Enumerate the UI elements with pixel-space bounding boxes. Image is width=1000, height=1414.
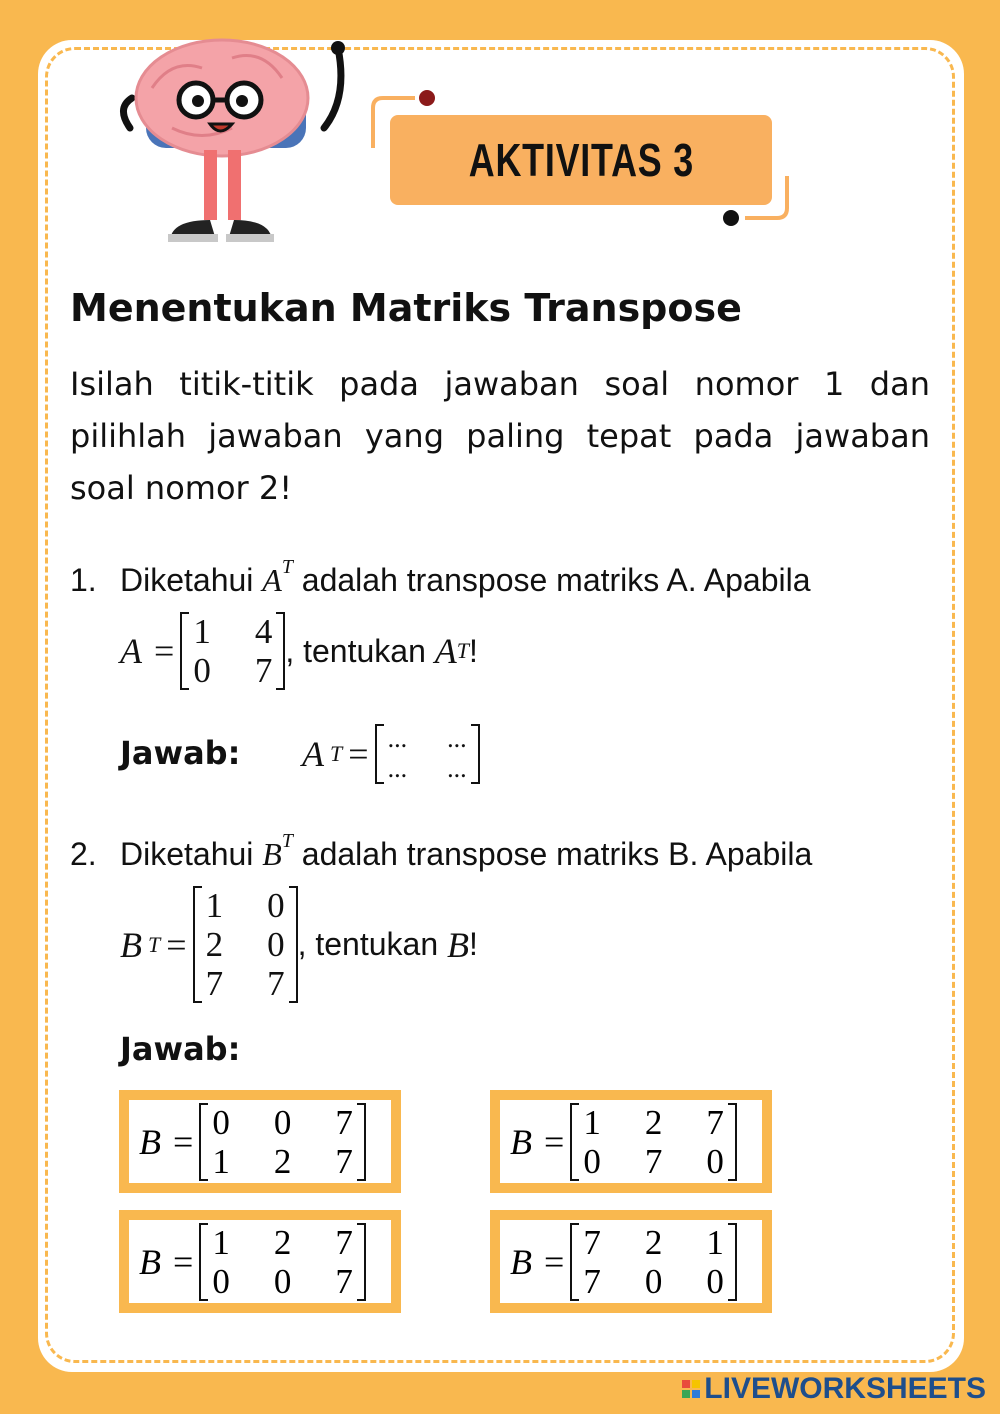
answer-matrix-blanks[interactable] [375,724,480,784]
matrix-cell: 0 [273,1102,292,1142]
matrix-cell: 1 [193,612,211,651]
answer-option-3[interactable]: B = 1 2 7 0 0 7 [119,1210,401,1313]
bracket-right [357,1223,366,1301]
math-var: B [262,836,282,872]
activity-label: AKTIVITAS 3 [468,134,694,186]
answer-1-row: A T = ... ... ... ... [302,724,480,784]
answer-option-4[interactable]: B = 7 2 1 7 0 0 [490,1210,772,1313]
option-matrix [570,1223,737,1301]
answer-option-2[interactable]: B = 1 2 7 0 7 0 [490,1090,772,1193]
matrix-cells [579,1103,728,1181]
math-var: A [262,562,282,598]
matrix-cell: 1 [212,1222,230,1262]
matrix-cell: 2 [644,1222,663,1262]
matrix-cell: 0 [212,1261,230,1301]
matrix-cell: 0 [273,1261,292,1301]
brain-mascot-icon [112,28,352,248]
blank-cell[interactable]: ... [387,754,408,783]
matrix-cell: 1 [205,886,224,925]
bracket-right [276,612,285,690]
answer-option-1[interactable]: B = 0 0 7 1 2 7 [119,1090,401,1193]
matrix-cell: 2 [205,925,224,964]
matrix-cell: 0 [267,886,285,925]
option-matrix [570,1103,737,1181]
matrix-cell: 0 [706,1261,724,1301]
matrix-cell: 7 [583,1222,601,1262]
question-number: 2. [70,836,97,872]
bracket-left [199,1103,208,1181]
matrix-cells [189,612,276,690]
matrix-cells [579,1223,728,1301]
matrix-cells [202,886,289,1003]
bracket-left [199,1223,208,1301]
matrix-a [180,612,285,690]
matrix-cell: 1 [706,1222,724,1262]
liveworksheets-logo-icon [682,1380,700,1398]
matrix-cell: 7 [335,1222,353,1262]
bracket-left [570,1103,579,1181]
matrix-cell: 1 [583,1102,601,1142]
question-number: 1. [70,562,97,598]
matrix-cell: 4 [254,612,273,651]
option-matrix [199,1103,366,1181]
question-2-given: B T = 1 0 2 0 7 7 , tentukan B ! [120,886,478,1003]
matrix-cell: 7 [254,651,273,690]
bracket-left [180,612,189,690]
blank-cell[interactable]: ... [447,724,467,753]
matrix-cell: 0 [583,1141,601,1181]
matrix-bt [193,886,298,1003]
bracket-left [193,886,202,1003]
activity-badge [390,115,772,205]
matrix-cell: 7 [644,1141,663,1181]
brand-name: LIVEWORKSHEETS [704,1372,986,1405]
matrix-cell: 7 [267,964,285,1003]
matrix-cells [208,1103,357,1181]
matrix-cell: 0 [267,925,285,964]
matrix-cell: 0 [212,1102,230,1142]
blank-cell[interactable]: ... [447,754,467,783]
bracket-right [728,1103,737,1181]
matrix-cell: 0 [644,1261,663,1301]
question-text: Diketahui $A^T$ adalah transpose matriks A. Apabila [120,556,811,598]
bracket-left [570,1223,579,1301]
blank-cell[interactable]: ... [387,724,408,753]
answer-label: Jawab: [120,1030,241,1068]
matrix-cell: 2 [644,1102,663,1142]
matrix-cell: 7 [335,1261,353,1301]
matrix-cell: 7 [706,1102,724,1142]
matrix-cell: 1 [212,1141,230,1181]
matrix-cell: 0 [706,1141,724,1181]
bracket-right [289,886,298,1003]
matrix-cell: 7 [205,964,224,1003]
liveworksheets-logo [682,1372,986,1406]
matrix-cell: 7 [583,1261,601,1301]
matrix-cell: 2 [273,1222,292,1262]
matrix-cell: 7 [335,1141,353,1181]
matrix-cell: 7 [335,1102,353,1142]
question-text: Diketahui $B^T$ adalah transpose matriks B. Apabila [120,830,813,872]
instructions: Isilah titik-titik pada jawaban soal nomor 1 dan pilihlah jawaban yang paling tepat pada jawaban soal nomor 2! [70,365,930,507]
matrix-cells [208,1223,357,1301]
matrix-cell: 2 [273,1141,292,1181]
question-1-given: A = 1 4 0 7 , tentukan A T ! [120,612,478,690]
answer-label: Jawab: [120,734,241,772]
option-matrix [199,1223,366,1301]
bracket-right [357,1103,366,1181]
matrix-cell: 0 [193,651,211,690]
bracket-right [728,1223,737,1301]
page-title: Menentukan Matriks Transpose [70,286,742,330]
